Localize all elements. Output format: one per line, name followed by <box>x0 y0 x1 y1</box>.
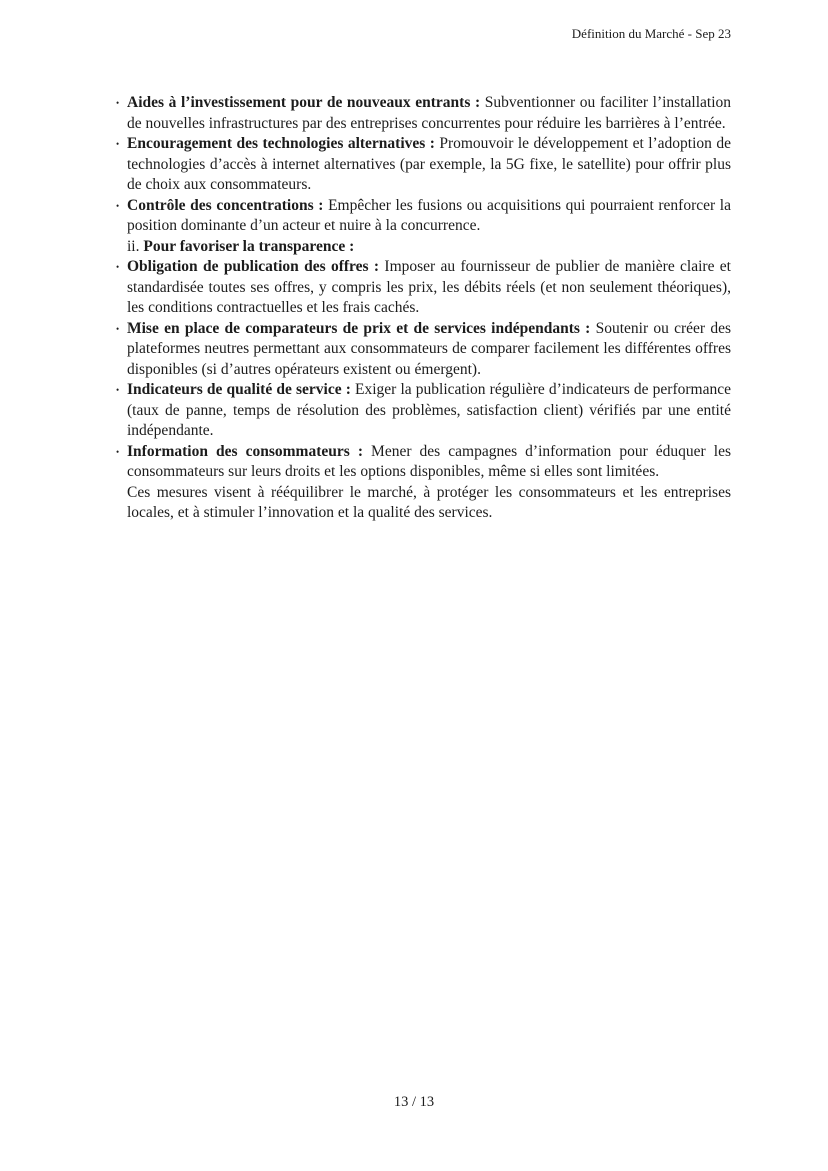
list-item <box>115 196 731 258</box>
bullet-icon: • <box>116 323 120 334</box>
sub-section-label: Pour favoriser la transparence : <box>143 237 355 255</box>
bullet-text: Exiger la publication régulière d’indicateurs de performance (taux de panne, temps de résolution des problèmes, satisfaction client) vérifiés par une entité indépendante. <box>127 381 731 439</box>
list-item <box>115 380 731 442</box>
sub-section-heading <box>127 237 731 258</box>
bullet-paragraph <box>127 134 731 196</box>
page-body <box>115 93 731 524</box>
bullet-text: Subventionner ou faciliter l’installation de nouvelles infrastructures par des entreprises concurrentes pour réduire les barrières à l’entrée. <box>127 94 731 132</box>
list-item <box>115 93 731 134</box>
header-title: Définition du Marché - Sep 23 <box>571 26 731 41</box>
bullet-text: Empêcher les fusions ou acquisitions qui pourraient renforcer la position dominante d’un acteur et nuire à la concurrence. <box>127 196 731 234</box>
sub-section-prefix: ii. <box>127 237 140 255</box>
page-number: 13 / 13 <box>393 1094 435 1110</box>
bullet-icon: • <box>116 139 120 149</box>
bullet-icon: • <box>116 98 120 108</box>
bullet-icon: • <box>116 200 120 211</box>
bullet-label: Aides à l’investissement pour de nouveaux entrants : <box>127 94 481 111</box>
list-item <box>115 442 731 524</box>
bullet-label: Contrôle des concentrations : <box>127 196 324 214</box>
list-item <box>115 134 731 196</box>
bullet-label: Indicateurs de qualité de service : <box>127 381 351 398</box>
bullet-icon: • <box>116 385 120 395</box>
bullet-label: Information des consommateurs : <box>127 442 363 460</box>
bullet-icon: • <box>116 446 120 457</box>
bullet-label: Encouragement des technologies alternatives : <box>127 135 435 152</box>
bullet-text: Promouvoir le développement et l’adoption de technologies d’accès à internet alternatives (par exemple, la 5G fixe, le satellite) pour offrir plus de choix aux consommateurs. <box>127 135 731 193</box>
bullet-paragraph <box>127 319 731 381</box>
bullet-text: Imposer au fournisseur de publier de manière claire et standardisée toutes ses offres, y compris les prix, les débits réels (et non seulement théoriques), les conditions contractuelles et les frais cachés. <box>127 258 731 316</box>
bullet-paragraph <box>127 93 731 134</box>
bullet-label: Mise en place de comparateurs de prix et de services indépendants : <box>127 319 591 337</box>
closing-paragraph: Ces mesures visent à rééquilibrer le marché, à protéger les consommateurs et les entreprises locales, et à stimuler l’innovation et la qualité des services. <box>127 483 731 521</box>
bullet-paragraph <box>127 257 731 319</box>
list-item <box>115 319 731 381</box>
bullet-icon: • <box>116 262 120 272</box>
bullet-paragraph <box>127 196 731 237</box>
bullet-paragraph <box>127 380 731 442</box>
bullet-paragraph <box>127 442 731 483</box>
bullet-list <box>115 93 731 524</box>
page-header <box>97 26 731 41</box>
bullet-text: Mener des campagnes d’information pour éduquer les consommateurs sur leurs droits et les options disponibles, même si elles sont limitées. <box>127 442 731 480</box>
list-item <box>115 257 731 319</box>
bullet-text: Soutenir ou créer des plateformes neutres permettant aux consommateurs de comparer facilement les différentes offres disponibles (si d’autres opérateurs existent ou émergent). <box>127 319 732 378</box>
bullet-label: Obligation de publication des offres : <box>127 258 380 275</box>
page-footer <box>0 1093 828 1111</box>
